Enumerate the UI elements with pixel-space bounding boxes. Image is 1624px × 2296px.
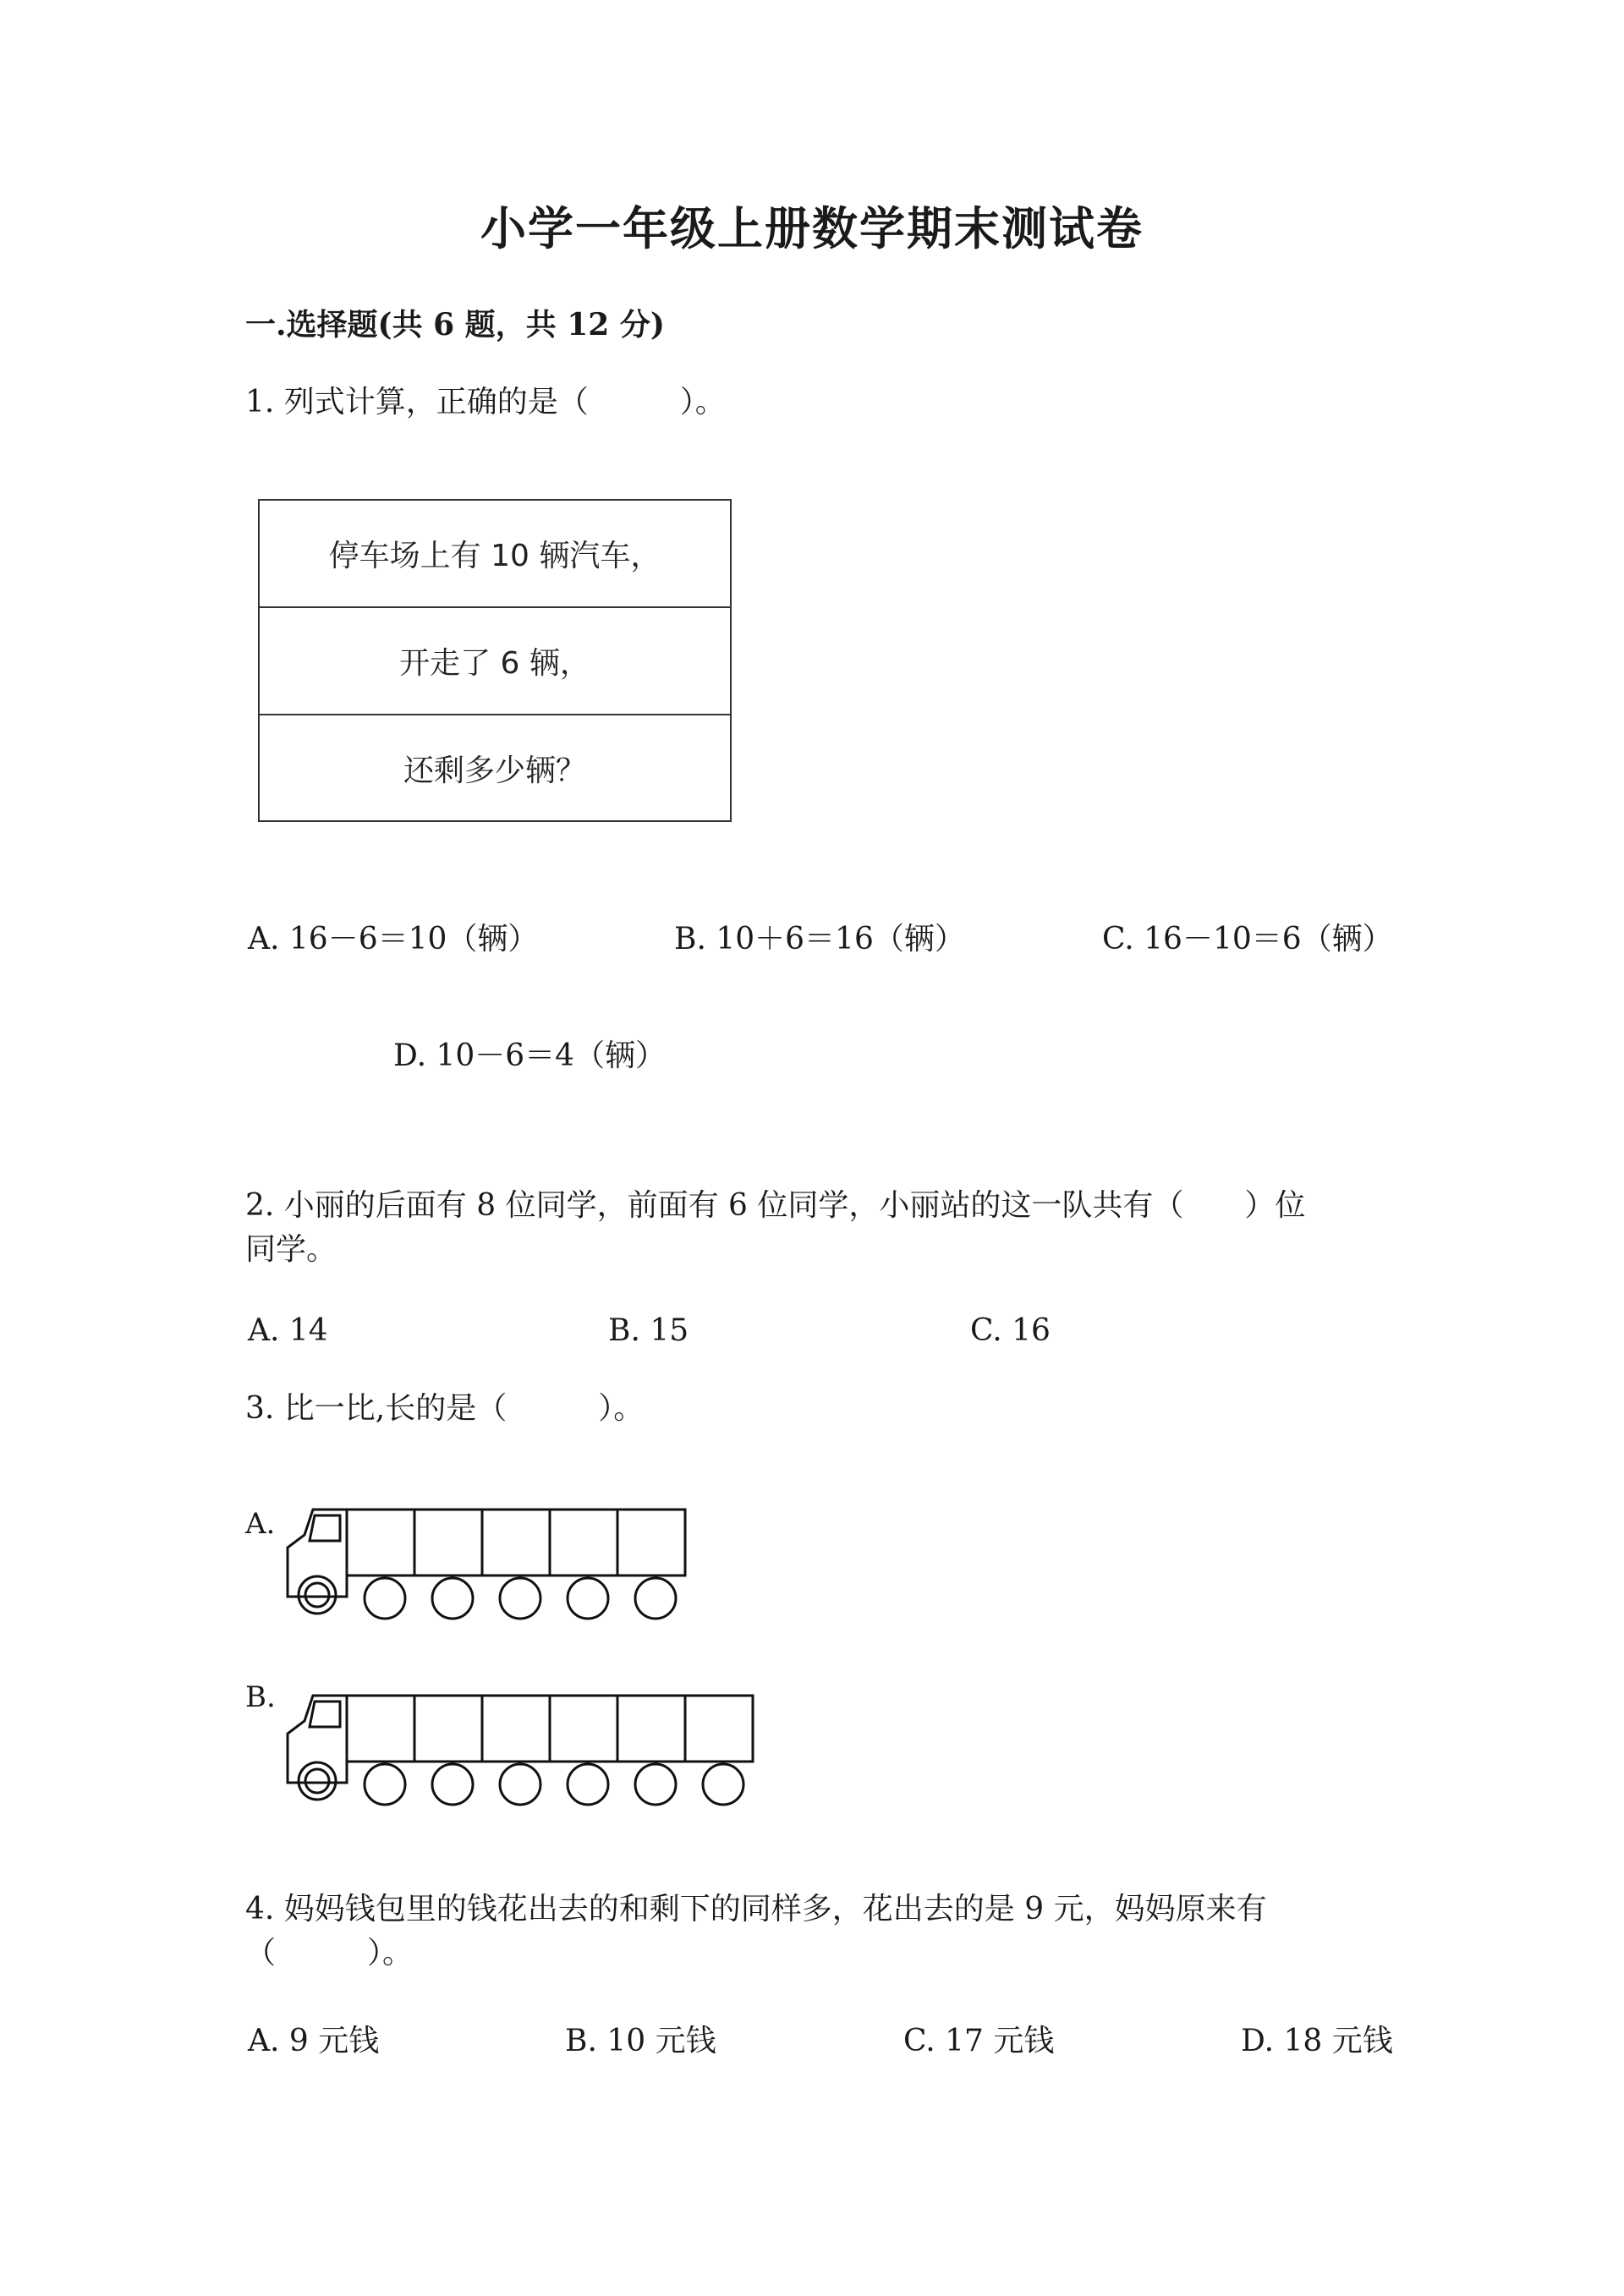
truck-a-wheel (365, 1578, 405, 1619)
q2-option-b[interactable]: B. 15 (608, 1313, 689, 1348)
truck-b-front-wheel-hub (305, 1769, 329, 1793)
q1-option-b[interactable]: B. 10＋6＝16（辆） (674, 922, 965, 956)
word-problem-line-2: 开走了 6 辆， (260, 608, 730, 715)
truck-a-wheel (432, 1578, 473, 1619)
q1-option-a[interactable]: A. 16－6＝10（辆） (248, 922, 539, 956)
truck-a-drawing[interactable] (279, 1497, 702, 1632)
truck-a-cargo-cell (550, 1510, 617, 1575)
truck-b-cargo-cell (550, 1696, 617, 1762)
page-title: 小学一年级上册数学期末测试卷 (480, 201, 1144, 255)
truck-a-cargo-cell (414, 1510, 482, 1575)
section-heading: 一.选择题(共 6 题，共 12 分) (245, 307, 665, 342)
truck-a-wheel (635, 1578, 676, 1619)
truck-b-drawing[interactable] (279, 1683, 770, 1818)
truck-b-cargo-cell (617, 1696, 685, 1762)
truck-b-wheel (635, 1764, 676, 1805)
truck-a-wheel (500, 1578, 540, 1619)
truck-a-cargo-cell (617, 1510, 685, 1575)
question-4-text-cont: （ ）。 (245, 1936, 414, 1970)
truck-a-cargo-cell (347, 1510, 414, 1575)
q3-option-b-label[interactable]: B. (245, 1680, 276, 1714)
q2-option-a[interactable]: A. 14 (248, 1313, 328, 1348)
word-problem-box (258, 499, 732, 822)
truck-b-wheel (568, 1764, 608, 1805)
truck-b-cargo-cell (414, 1696, 482, 1762)
truck-b-cargo-cell (347, 1696, 414, 1762)
q1-option-d[interactable]: D. 10－6＝4（辆） (393, 1038, 667, 1073)
truck-a-cargo-cell (482, 1510, 550, 1575)
truck-a-wheel (568, 1578, 608, 1619)
truck-b-cargo-cell (685, 1696, 753, 1762)
word-problem-line-3: 还剩多少辆？ (403, 753, 586, 788)
truck-b-wheel (703, 1764, 743, 1805)
truck-b-wheel (432, 1764, 473, 1805)
truck-b-cab-window (310, 1701, 340, 1727)
truck-b-wheel (365, 1764, 405, 1805)
q3-option-a-label[interactable]: A. (245, 1507, 276, 1541)
q4-option-d[interactable]: D. 18 元钱 (1241, 2024, 1393, 2058)
q1-option-c[interactable]: C. 16－10＝6（辆） (1102, 922, 1393, 956)
truck-a-front-wheel-hub (305, 1583, 329, 1607)
question-2-text-cont: 同学。 (245, 1232, 337, 1267)
q4-option-b[interactable]: B. 10 元钱 (565, 2024, 716, 2058)
question-2-text: 2. 小丽的后面有 8 位同学，前面有 6 位同学，小丽站的这一队共有（ ）位 (245, 1188, 1306, 1223)
question-3-text: 3. 比一比,长的是（ ）。 (245, 1391, 645, 1426)
q4-option-a[interactable]: A. 9 元钱 (248, 2024, 380, 2058)
q4-option-c[interactable]: C. 17 元钱 (903, 2024, 1055, 2058)
truck-b-cargo-cell (482, 1696, 550, 1762)
question-1-text: 1. 列式计算，正确的是（ ）。 (245, 385, 726, 419)
truck-a-cab-window (310, 1515, 340, 1541)
truck-b-wheel (500, 1764, 540, 1805)
q2-option-c[interactable]: C. 16 (970, 1313, 1051, 1348)
question-4-text: 4. 妈妈钱包里的钱花出去的和剩下的同样多，花出去的是 9 元，妈妈原来有 (245, 1892, 1267, 1926)
word-problem-line-1: 停车场上有 10 辆汽车， (260, 501, 730, 608)
